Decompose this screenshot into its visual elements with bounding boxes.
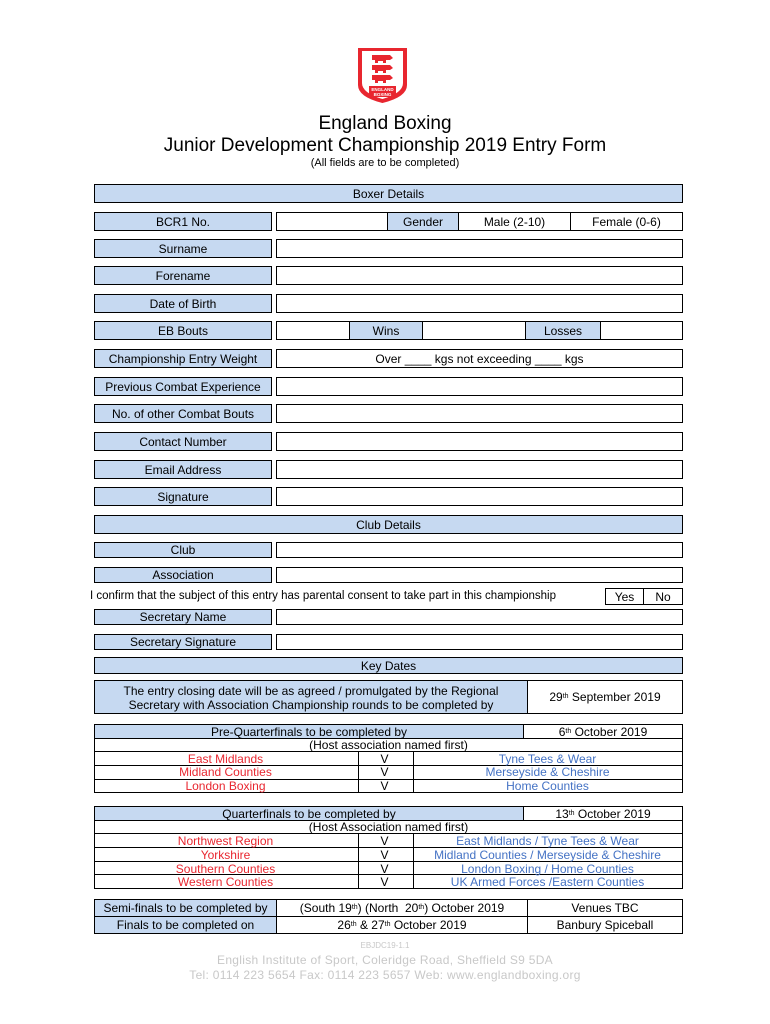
footer-address: English Institute of Sport, Coleridge Road, Sheffield S9 5DA [217,953,553,967]
consent-yes[interactable]: Yes [605,588,644,605]
org-title: England Boxing [318,113,452,134]
qf-away-3: London Boxing / Home Counties [461,862,634,876]
qf-v-1: V [380,834,389,848]
preq-v-2: V [380,765,389,779]
semi-label: Semi-finals to be completed by [94,899,277,917]
surname-label: Surname [94,239,272,258]
bcr1-field[interactable] [276,212,388,231]
qf-away-1: East Midlands / Tyne Tees & Wear [456,834,639,848]
preq-home-2: Midland Counties [179,765,272,779]
qf-date: 13 th October 2019 [523,806,683,821]
preq-label: Pre-Quarterfinals to be completed by [94,724,524,739]
closing-date-value: 29 th September 2019 [527,680,683,714]
gender-label: Gender [387,212,459,231]
closing-date-label [94,680,528,714]
qf-home-1: Northwest Region [177,834,274,848]
semi-dates: (South 19 th ) (North 20 th ) October 2019 [276,899,528,917]
qf-v-2: V [380,848,389,862]
losses-field[interactable] [600,321,683,340]
qf-v-4: V [380,875,389,889]
qf-note: (Host Association named first) [94,820,683,834]
footer-contact: Tel: 0114 223 5654 Fax: 0114 223 5657 Web: www.englandboxing.org [189,968,581,982]
final-venue: Banbury Spiceball [527,916,683,934]
form-code: EBJDC19-1.1 [360,941,410,950]
consent-no[interactable]: No [643,588,683,605]
qf-away-2: Midland Counties / Merseyside & Cheshire [434,848,661,862]
preq-away-1: Tyne Tees & Wear [498,752,597,766]
preq-v-1: V [380,752,389,766]
eb-bouts-field[interactable] [276,321,350,340]
club-label: Club [94,542,272,558]
gender-male-option[interactable]: Male (2-10) [458,212,571,231]
key-dates-header: Key Dates [94,657,683,674]
preq-away-2: Merseyside & Cheshire [485,765,610,779]
semi-date-b: ) (North 20 [357,901,419,915]
bcr1-label: BCR1 No. [94,212,272,231]
boxer-details-header: Boxer Details [94,184,683,203]
final-b: & 27 [356,918,385,932]
weight-label: Championship Entry Weight [94,349,272,368]
preq-rest: October 2019 [571,724,648,739]
association-field[interactable] [276,567,683,583]
semi-date-c: ) October 2019 [424,901,505,915]
club-details-header: Club Details [94,515,683,534]
weight-field[interactable]: Over ____ kgs not exceeding ____ kgs [276,349,683,368]
preq-day: 6 [558,724,566,739]
closing-day: 29 [549,690,563,704]
secretary-signature-field[interactable] [276,634,683,650]
qf-day: 13 [555,806,569,821]
preq-home-3: London Boxing [185,779,266,793]
form-title: Junior Development Championship 2019 Entry Form [163,135,607,156]
preq-v-3: V [380,779,389,793]
secretary-signature-label: Secretary Signature [94,634,272,650]
lions-shield-icon [355,45,410,105]
form-subtitle: (All fields are to be completed) [310,157,460,169]
qf-home-3: Southern Counties [175,862,276,876]
preq-note: (Host association named first) [94,738,683,752]
prev-combat-label: Previous Combat Experience [94,377,272,396]
preq-away-3: Home Counties [506,779,589,793]
preq-date: 6 th October 2019 [523,724,683,739]
secretary-name-label: Secretary Name [94,609,272,625]
qf-rest: October 2019 [574,806,651,821]
final-a: 26 [337,918,351,932]
semi-venue: Venues TBC [527,899,683,917]
other-bouts-label: No. of other Combat Bouts [94,404,272,423]
england-boxing-logo [355,45,410,105]
logo-text-england: ENGLAND [371,87,394,92]
club-field[interactable] [276,542,683,558]
signature-field[interactable] [276,487,683,506]
contact-label: Contact Number [94,432,272,451]
secretary-name-field[interactable] [276,609,683,625]
contact-field[interactable] [276,432,683,451]
qf-home-2: Yorkshire [200,848,251,862]
qf-home-4: Western Counties [177,875,274,889]
signature-label: Signature [94,487,272,506]
surname-field[interactable] [276,239,683,258]
preq-home-1: East Midlands [187,752,264,766]
wins-field[interactable] [422,321,526,340]
consent-text: I confirm that the subject of this entry has parental consent to take part in this championship [90,590,557,602]
closing-line-2: Secretary with Association Championship rounds to be completed by [128,698,494,712]
prev-combat-field[interactable] [276,377,683,396]
qf-v-3: V [380,862,389,876]
qf-away-4: UK Armed Forces /Eastern Counties [450,875,645,889]
email-field[interactable] [276,460,683,479]
final-dates: 26 th & 27 th October 2019 [276,916,528,934]
closing-rest: September 2019 [568,690,661,704]
dob-label: Date of Birth [94,294,272,313]
other-bouts-field[interactable] [276,404,683,423]
eb-bouts-label: EB Bouts [94,321,272,340]
forename-label: Forename [94,266,272,285]
closing-line-1: The entry closing date will be as agreed / promulgated by the Regional [123,684,499,698]
semi-date-a: (South 19 [299,901,352,915]
logo-text-boxing: BOXING [373,92,392,97]
final-c: October 2019 [390,918,467,932]
final-label: Finals to be completed on [94,916,277,934]
forename-field[interactable] [276,266,683,285]
association-label: Association [94,567,272,583]
losses-label: Losses [525,321,601,340]
qf-label: Quarterfinals to be completed by [94,806,524,821]
gender-female-option[interactable]: Female (0-6) [570,212,683,231]
wins-label: Wins [349,321,423,340]
dob-field[interactable] [276,294,683,313]
email-label: Email Address [94,460,272,479]
